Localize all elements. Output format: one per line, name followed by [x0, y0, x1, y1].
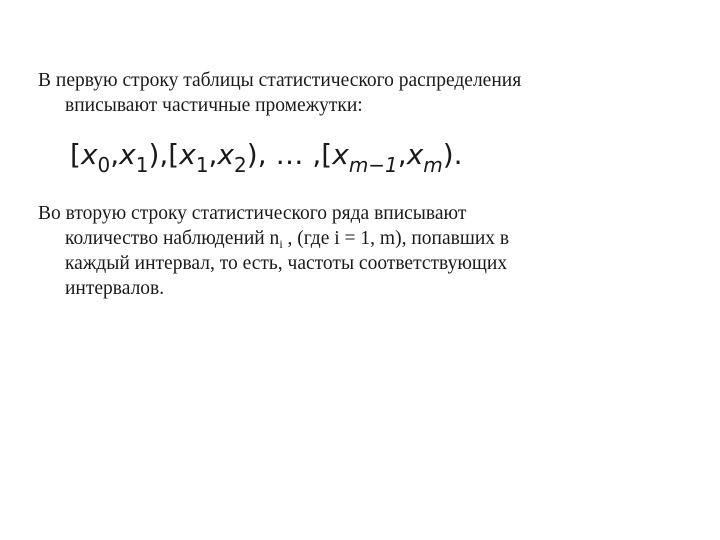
- paragraph-line: вписывают частичные промежутки:: [65, 95, 363, 116]
- formula-subscript: 1: [135, 153, 149, 177]
- paragraph-line: Во вторую строку статистического ряда вписывают: [38, 203, 467, 224]
- paragraph-line: В первую строку таблицы статистического распределения: [38, 70, 522, 91]
- formula-variable: [119, 138, 149, 177]
- paragraph-line: интервалов.: [65, 278, 165, 299]
- formula-bracket: ),: [148, 138, 169, 171]
- paragraph-subscript: i: [279, 237, 283, 251]
- formula-variable: [217, 138, 247, 177]
- formula-separator: ,: [397, 138, 407, 171]
- formula-bracket: [: [168, 138, 180, 171]
- formula-variable: [80, 138, 111, 177]
- formula-subscript: 1: [195, 153, 209, 177]
- paragraph-line: [38, 226, 678, 251]
- formula-variable-symbol: x: [217, 138, 235, 171]
- paragraph-line: каждый интервал, то есть, частоты соответствующих: [65, 253, 508, 274]
- formula-bracket: [: [321, 138, 333, 171]
- formula-separator: ,: [110, 138, 120, 171]
- paragraph-text: , (где i = 1, m), попавших в: [282, 228, 510, 249]
- formula-variable-symbol: x: [332, 138, 349, 171]
- formula-variable-symbol: x: [80, 138, 98, 171]
- formula-separator: ,: [208, 138, 218, 171]
- paragraph-frequencies: [38, 201, 678, 301]
- interval-formula: [70, 138, 463, 188]
- formula-bracket: ).: [442, 138, 463, 171]
- formula-bracket: [: [70, 138, 81, 171]
- formula-variable: [179, 138, 209, 177]
- formula-subscript: m: [423, 153, 443, 177]
- paragraph-text: количество наблюдений n: [65, 228, 280, 249]
- formula-subscript: 0: [97, 153, 111, 177]
- formula-variable: [406, 138, 443, 177]
- paragraph-intervals: [38, 68, 678, 118]
- formula-variable: [332, 138, 398, 177]
- formula-subscript: 2: [234, 153, 247, 177]
- formula-variable-symbol: x: [406, 138, 424, 171]
- formula-subscript: m−1: [348, 153, 398, 177]
- formula-variable-symbol: x: [119, 138, 136, 171]
- formula-variable-symbol: x: [179, 138, 196, 171]
- formula-bracket: ), … ,: [246, 138, 322, 171]
